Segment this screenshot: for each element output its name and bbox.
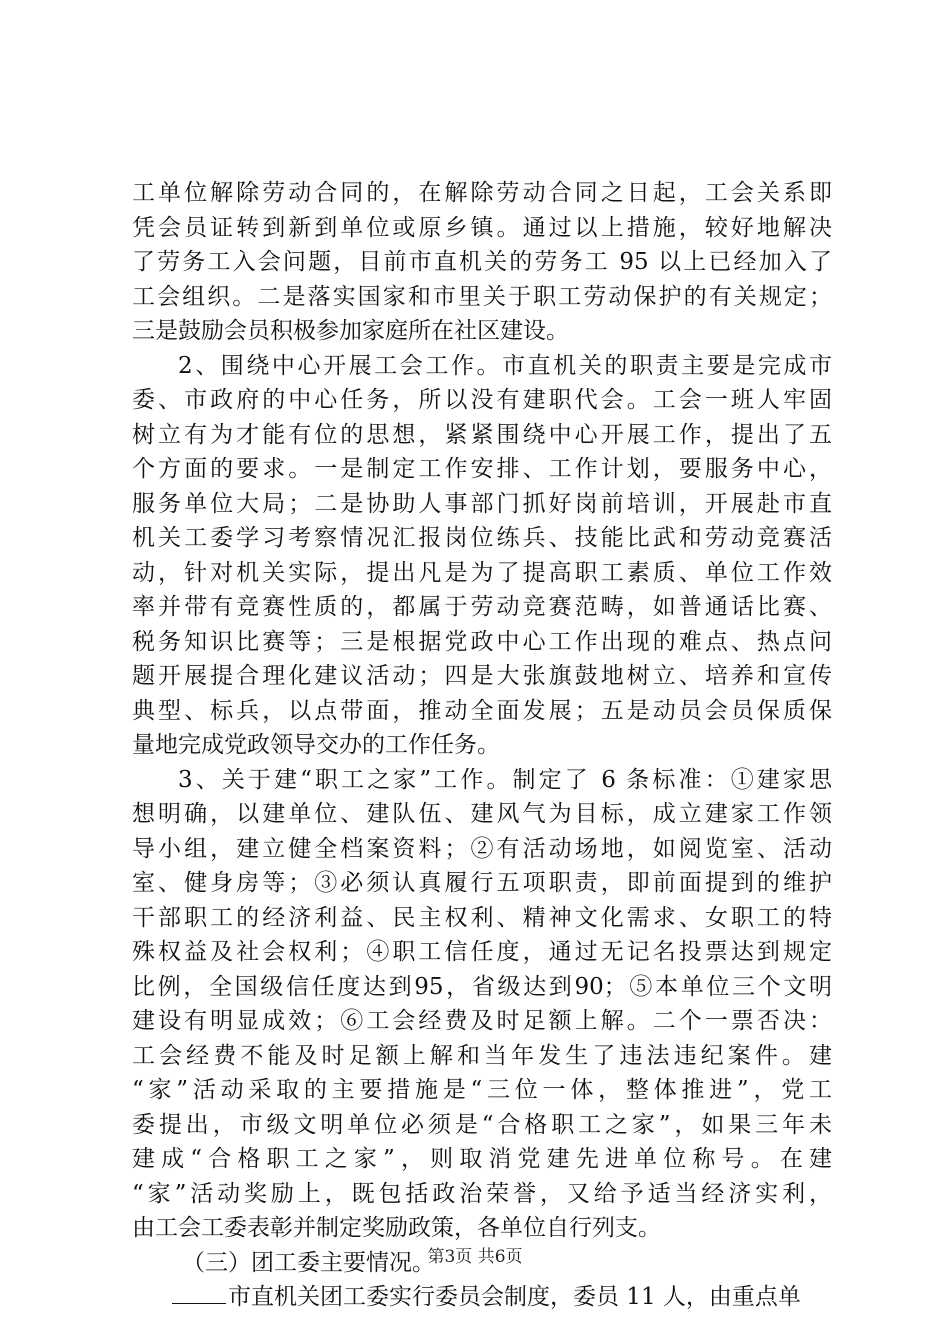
- text-line: 率并带有竞赛性质的，都属于劳动竞赛范畴，如普通话比赛、: [132, 594, 832, 620]
- text-line: 导小组，建立健全档案资料；②有活动场地，如阅览室、活动: [132, 835, 832, 862]
- section-heading: （三）团工委主要情况。: [182, 1249, 435, 1276]
- text-line: 建成“合格职工之家”，则取消党建先进单位称号。在建: [132, 1146, 832, 1172]
- text-line: 服务单位大局；二是协助人事部门抓好岗前培训，开展赴市直: [132, 490, 832, 517]
- document-body: [132, 176, 832, 1315]
- text-line: 委提出，市级文明单位必须是“合格职工之家”，如果三年未: [132, 1111, 832, 1138]
- text-line: “家”活动采取的主要措施是“三位一体，整体推进”，党工: [132, 1077, 832, 1103]
- text-line: 题开展提合理化建议活动；四是大张旗鼓地树立、培养和宣传: [132, 663, 832, 689]
- text-line: 机关工委学习考察情况汇报岗位练兵、技能比武和劳动竞赛活: [132, 525, 832, 551]
- text-line: 了劳务工入会问题，目前市直机关的劳务工 95 以上已经加入了: [132, 249, 832, 275]
- paragraph-3-start: 3、关于建“职工之家”工作。制定了 6 条标准：①建家思: [178, 766, 832, 793]
- text-line: 干部职工的经济利益、民主权利、精神文化需求、女职工的特: [132, 904, 832, 931]
- paragraph-2-start: 2、围绕中心开展工会工作。市直机关的职责主要是完成市: [178, 352, 832, 379]
- text-line: 工单位解除劳动合同的，在解除劳动合同之日起，工会关系即: [132, 180, 832, 206]
- text-line: 个方面的要求。一是制定工作安排、工作计划，要服务中心，: [132, 456, 832, 482]
- text-line: 典型、标兵，以点带面，推动全面发展；五是动员会员保质保: [132, 697, 832, 724]
- text-line: 比例，全国级信任度达到95，省级达到90；⑤本单位三个文明: [132, 973, 832, 1000]
- text-line: 工会经费不能及时足额上解和当年发生了违法违纪案件。建: [132, 1042, 832, 1069]
- text-line: 室、健身房等；③必须认真履行五项职责，即前面提到的维护: [132, 870, 832, 896]
- text-line: 委、市政府的中心任务，所以没有建职代会。工会一班人牢固: [132, 387, 832, 413]
- text-line: 量地完成党政领导交办的工作任务。: [132, 732, 500, 758]
- text-line: 三是鼓励会员积极参加家庭所在社区建设。: [132, 318, 569, 344]
- text-line: 殊权益及社会权利；④职工信任度，通过无记名投票达到规定: [132, 939, 832, 965]
- text-line-with-blank: [132, 1280, 832, 1315]
- text-line: “家”活动奖励上，既包括政治荣誉，又给予适当经济实利，: [132, 1180, 832, 1207]
- text-line: 树立有为才能有位的思想，紧紧围绕中心开展工作，提出了五: [132, 421, 832, 448]
- underline-blank: [172, 1281, 226, 1304]
- text-line-tail: 市直机关团工委实行委员会制度，委员 11 人，由重点单: [228, 1284, 801, 1310]
- text-line: 工会组织。二是落实国家和市里关于职工劳动保护的有关规定；: [132, 283, 832, 310]
- text-line: 由工会工委表彰并制定奖励政策，各单位自行列支。: [132, 1215, 661, 1241]
- page-footer: 第3页 共6页: [427, 1247, 523, 1267]
- text-line: 动，针对机关实际，提出凡是为了提高职工素质、单位工作效: [132, 559, 832, 586]
- text-line: 想明确，以建单位、建队伍、建风气为目标，成立建家工作领: [132, 801, 832, 827]
- text-line: 凭会员证转到新到单位或原乡镇。通过以上措施，较好地解决: [132, 214, 832, 241]
- text-line: 建设有明显成效；⑥工会经费及时足额上解。二个一票否决：: [132, 1008, 832, 1034]
- text-line: 税务知识比赛等；三是根据党政中心工作出现的难点、热点问: [132, 628, 832, 655]
